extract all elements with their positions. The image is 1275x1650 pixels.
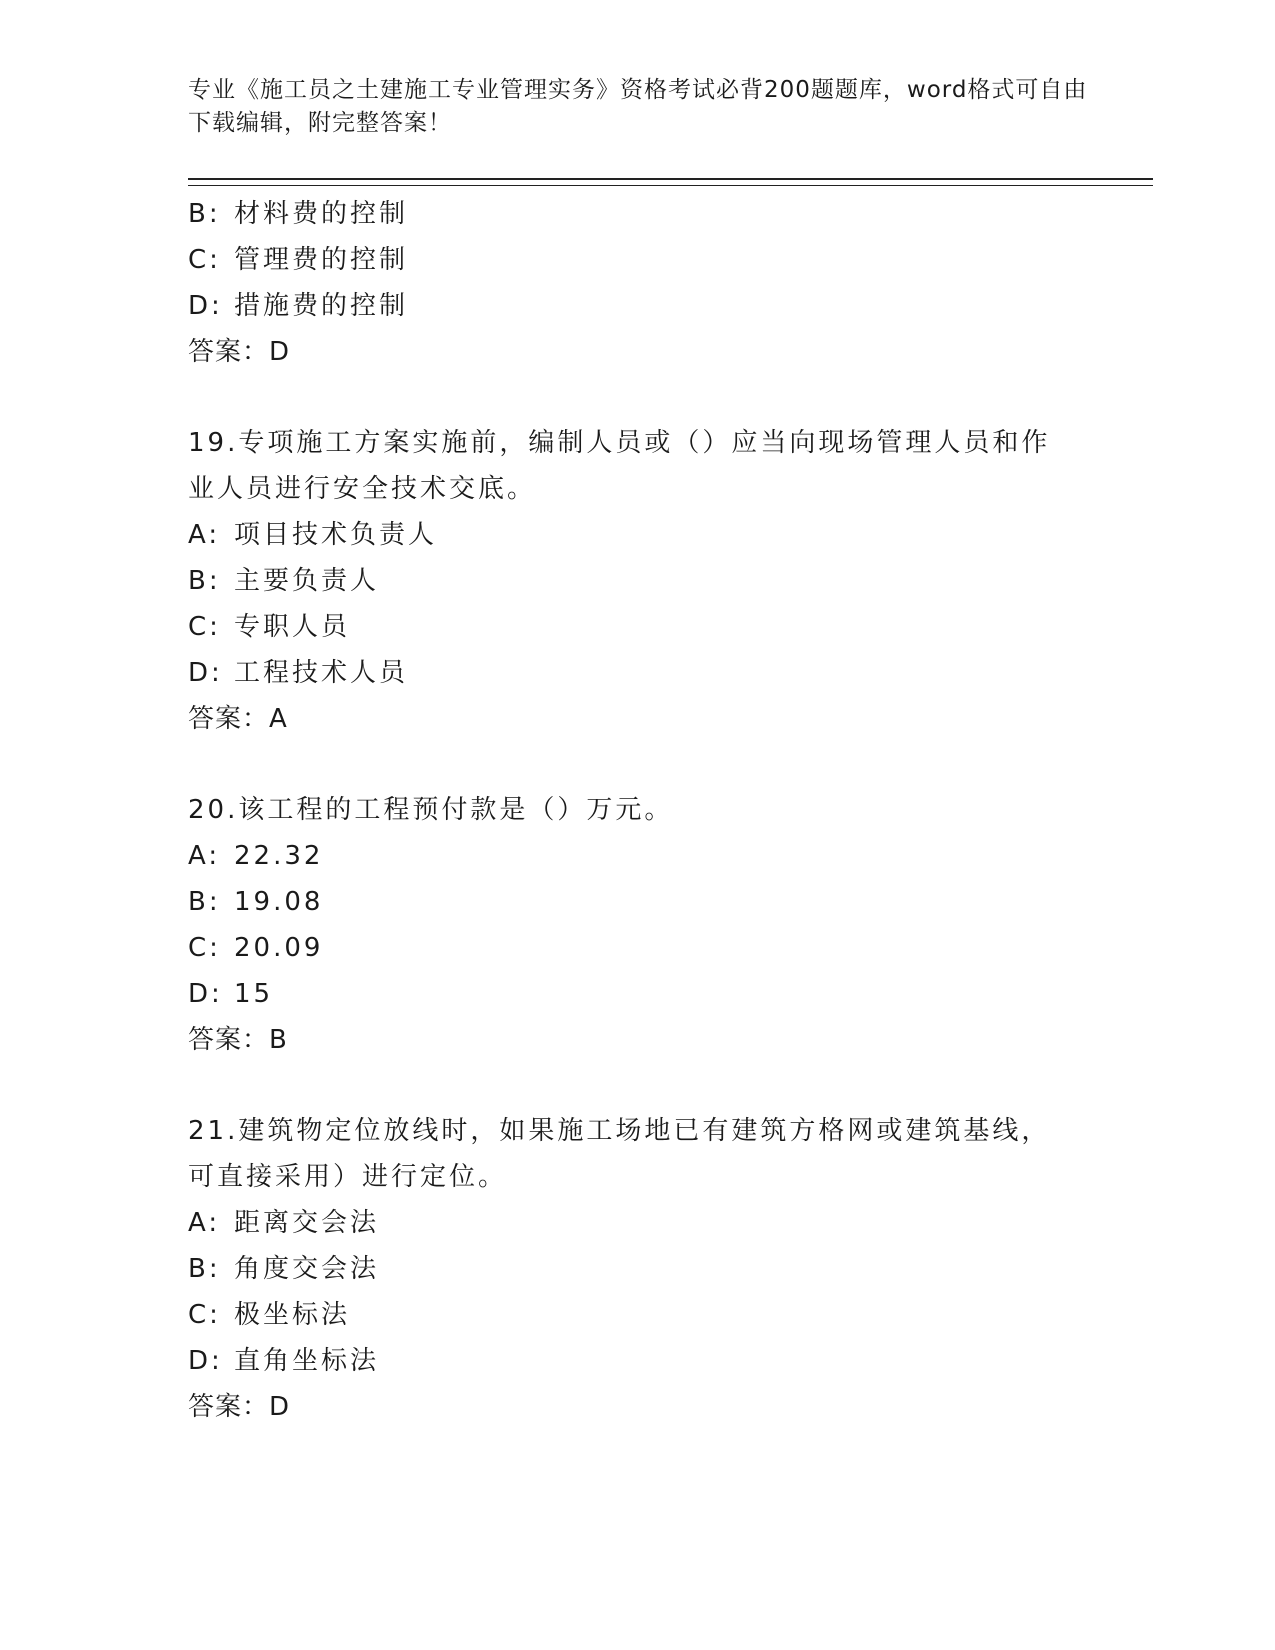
option-text: 距离交会法 [234, 1208, 380, 1238]
option-label: C: [188, 245, 221, 275]
page-header: 专业《施工员之土建施工专业管理实务》资格考试必背200题题库，word格式可自由下载编辑，附完整答案！ [188, 77, 1088, 136]
question-21 [188, 1108, 1088, 1430]
answer: 答案：D [188, 1392, 291, 1422]
question-title: 21.建筑物定位放线时，如果施工场地已有建筑方格网或建筑基线，可直接采用）进行定位。 [188, 1116, 1051, 1192]
option-c [188, 604, 1088, 650]
option-label: A: [188, 1208, 221, 1238]
option-text: 极坐标法 [234, 1300, 351, 1330]
option-a [188, 1200, 1088, 1246]
partial-question [188, 191, 1088, 375]
option-label: A: [188, 520, 221, 550]
option-text: 直角坐标法 [234, 1346, 380, 1376]
option-text: 角度交会法 [234, 1254, 380, 1284]
option-label: D: [188, 658, 223, 688]
option-text: 19.08 [234, 887, 324, 917]
question-20 [188, 787, 1088, 1063]
option-text: 15 [234, 979, 274, 1009]
option-text: 22.32 [234, 841, 324, 871]
option-text: 工程技术人员 [234, 658, 409, 688]
option-text: 项目技术负责人 [234, 520, 438, 550]
option-d [188, 971, 1088, 1017]
option-text: 措施费的控制 [234, 291, 409, 321]
answer: 答案：D [188, 337, 291, 367]
option-d [188, 1338, 1088, 1384]
option-a [188, 833, 1088, 879]
option-d [188, 650, 1088, 696]
option-label: C: [188, 612, 221, 642]
option-text: 材料费的控制 [234, 199, 409, 229]
option-b [188, 558, 1088, 604]
option-label: A: [188, 841, 221, 871]
option-c [188, 925, 1088, 971]
option-label: C: [188, 933, 221, 963]
option-label: C: [188, 1300, 221, 1330]
header-divider [188, 178, 1153, 186]
option-label: B: [188, 199, 221, 229]
option-text: 20.09 [234, 933, 324, 963]
answer: 答案：A [188, 704, 288, 734]
answer: 答案：B [188, 1025, 288, 1055]
option-label: B: [188, 1254, 221, 1284]
option-text: 管理费的控制 [234, 245, 409, 275]
question-list [188, 191, 1088, 1430]
option-b [188, 1246, 1088, 1292]
option-a [188, 512, 1088, 558]
option-label: D: [188, 979, 223, 1009]
option-label: D: [188, 291, 223, 321]
option-d [188, 283, 1088, 329]
option-c [188, 237, 1088, 283]
option-text: 主要负责人 [234, 566, 380, 596]
option-text: 专职人员 [234, 612, 351, 642]
option-b [188, 191, 1088, 237]
option-c [188, 1292, 1088, 1338]
option-b [188, 879, 1088, 925]
question-19 [188, 420, 1088, 742]
question-title: 19.专项施工方案实施前，编制人员或（）应当向现场管理人员和作业人员进行安全技术交底。 [188, 428, 1051, 504]
option-label: B: [188, 887, 221, 917]
option-label: B: [188, 566, 221, 596]
option-label: D: [188, 1346, 223, 1376]
question-title: 20.该工程的工程预付款是（）万元。 [188, 795, 674, 825]
